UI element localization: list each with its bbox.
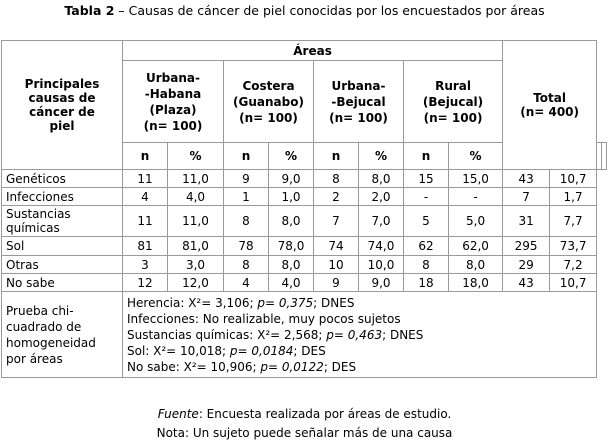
group-line: (Plaza)	[149, 102, 197, 117]
cell-percent: 7,7	[550, 206, 597, 237]
cell-count: 43	[503, 170, 550, 188]
row-label: Otras	[2, 256, 123, 274]
col-header-pct: %	[359, 143, 404, 170]
cell-percent: 62,0	[449, 237, 503, 256]
cell-count: 8	[224, 206, 269, 237]
significance: ; DES	[323, 359, 357, 374]
cell-percent: 78,0	[269, 237, 314, 256]
table-row	[2, 188, 607, 206]
chi-square-line	[127, 359, 592, 375]
group-n: (n= 100)	[239, 110, 298, 125]
col-header-pct: %	[168, 143, 224, 170]
total-label: Total	[533, 91, 566, 105]
cell-percent: 11,0	[168, 206, 224, 237]
col-header-pct: %	[269, 143, 314, 170]
chi-square-results	[123, 292, 597, 378]
cell-count: 12	[123, 274, 168, 292]
group-n: (n= 100)	[329, 110, 388, 125]
cell-count: 78	[224, 237, 269, 256]
cell-percent: 1,7	[550, 188, 597, 206]
chi-square-line	[127, 311, 592, 327]
col-header-n: n	[123, 143, 168, 170]
group-line: (Bejucal)	[422, 94, 484, 109]
total-n: (n= 400)	[520, 105, 579, 119]
cell-percent: 11,0	[168, 170, 224, 188]
group-line: Urbana-	[146, 70, 200, 85]
cell-count: 11	[123, 206, 168, 237]
cell-percent: 8,0	[449, 256, 503, 274]
cell-count: 11	[123, 170, 168, 188]
col-header-pct	[602, 143, 607, 170]
chi-square-stat: Herencia: X²= 3,106;	[127, 295, 258, 310]
cell-percent: 8,0	[269, 256, 314, 274]
cell-count: 3	[123, 256, 168, 274]
chi-square-stat: No sabe: X²= 10,906;	[127, 359, 261, 374]
table-number: Tabla 2	[64, 3, 115, 18]
group-line: -Habana	[144, 86, 202, 101]
table-row	[2, 170, 607, 188]
row-label: Sustancias químicas	[2, 206, 123, 237]
table-row	[2, 256, 607, 274]
cell-percent: 7,2	[550, 256, 597, 274]
cell-count: 8	[224, 256, 269, 274]
col-header-n: n	[404, 143, 449, 170]
cell-count: 62	[404, 237, 449, 256]
col-header-pct: %	[449, 143, 503, 170]
group-header-urbana-habana	[123, 61, 224, 143]
row-label: No sabe	[2, 274, 123, 292]
row-label: Infecciones	[2, 188, 123, 206]
cell-percent: 10,7	[550, 274, 597, 292]
areas-header: Áreas	[123, 41, 503, 61]
chi-square-stat: Sol: X²= 10,018;	[127, 343, 230, 358]
cell-percent: 8,0	[359, 170, 404, 188]
cell-percent: 74,0	[359, 237, 404, 256]
total-header	[503, 41, 597, 170]
cell-count: 9	[314, 274, 359, 292]
col-header-n: n	[224, 143, 269, 170]
group-header-costera	[224, 61, 314, 143]
significance: ; DES	[293, 343, 326, 358]
p-value: p= 0,463	[326, 327, 383, 342]
note-line: Nota: Un sujeto puede señalar más de una causa	[156, 426, 453, 440]
group-line: Rural	[435, 78, 471, 93]
cell-count: 2	[314, 188, 359, 206]
cell-percent: 9,0	[359, 274, 404, 292]
cell-count: 5	[404, 206, 449, 237]
cell-count: 31	[503, 206, 550, 237]
col-header-n: n	[314, 143, 359, 170]
cell-count: 1	[224, 188, 269, 206]
cell-count: 8	[404, 256, 449, 274]
cell-percent: 9,0	[269, 170, 314, 188]
group-header-rural	[404, 61, 503, 143]
chi-square-row	[2, 292, 607, 378]
cell-count: -	[404, 188, 449, 206]
group-line: (Guanabo)	[233, 94, 304, 109]
table-row	[2, 237, 607, 256]
cell-percent: 1,0	[269, 188, 314, 206]
source-label: Fuente	[157, 407, 199, 421]
cell-percent: 12,0	[168, 274, 224, 292]
table-caption: – Causas de cáncer de piel conocidas por los encuestados por áreas	[118, 3, 545, 18]
cell-percent: 10,0	[359, 256, 404, 274]
table-title	[0, 3, 609, 19]
cell-count: 18	[404, 274, 449, 292]
cell-percent: 18,0	[449, 274, 503, 292]
group-header-urbana-bejucal	[314, 61, 404, 143]
row-label: Genéticos	[2, 170, 123, 188]
significance: ; DNES	[382, 327, 424, 342]
cell-count: 81	[123, 237, 168, 256]
table-footer	[0, 405, 609, 443]
header-row-areas	[2, 41, 607, 61]
p-value: p= 0,0184	[229, 343, 294, 358]
chi-square-line	[127, 343, 592, 359]
causes-header: Principales causas de cáncer de piel	[2, 41, 123, 170]
p-value: p= 0,0122	[260, 359, 324, 374]
cell-percent: -	[449, 188, 503, 206]
results-table	[1, 40, 607, 378]
cell-count: 7	[503, 188, 550, 206]
chi-square-stat: Infecciones: No realizable, muy pocos sujetos	[127, 311, 401, 326]
cell-count: 9	[224, 170, 269, 188]
cell-percent: 4,0	[269, 274, 314, 292]
p-value: p= 0,375	[257, 295, 314, 310]
chi-square-line	[127, 327, 592, 343]
cell-count: 15	[404, 170, 449, 188]
cell-percent: 10,7	[550, 170, 597, 188]
group-line: Costera	[242, 78, 295, 93]
cell-percent: 73,7	[550, 237, 597, 256]
cell-count: 4	[224, 274, 269, 292]
source-line	[0, 405, 609, 424]
cell-percent: 5,0	[449, 206, 503, 237]
cell-percent: 8,0	[269, 206, 314, 237]
cell-percent: 15,0	[449, 170, 503, 188]
chi-square-line	[127, 295, 592, 311]
cell-count: 29	[503, 256, 550, 274]
cell-count: 7	[314, 206, 359, 237]
group-line: -Bejucal	[331, 94, 386, 109]
group-line: Urbana-	[331, 78, 386, 93]
cell-percent: 2,0	[359, 188, 404, 206]
cell-count: 74	[314, 237, 359, 256]
cell-percent: 4,0	[168, 188, 224, 206]
source-text: : Encuesta realizada por áreas de estudio.	[198, 407, 452, 421]
cell-percent: 81,0	[168, 237, 224, 256]
significance: ; DNES	[313, 295, 355, 310]
cell-count: 8	[314, 170, 359, 188]
cell-percent: 3,0	[168, 256, 224, 274]
chi-square-label: Prueba chi-cuadrado de homogeneidad por áreas	[2, 292, 123, 378]
cell-count: 295	[503, 237, 550, 256]
row-label: Sol	[2, 237, 123, 256]
group-n: (n= 100)	[143, 118, 203, 133]
cell-percent: 7,0	[359, 206, 404, 237]
table-row	[2, 206, 607, 237]
cell-count: 43	[503, 274, 550, 292]
chi-square-stat: Sustancias químicas: X²= 2,568;	[127, 327, 327, 342]
group-n: (n= 100)	[423, 110, 483, 125]
cell-count: 10	[314, 256, 359, 274]
table-row	[2, 274, 607, 292]
cell-count: 4	[123, 188, 168, 206]
